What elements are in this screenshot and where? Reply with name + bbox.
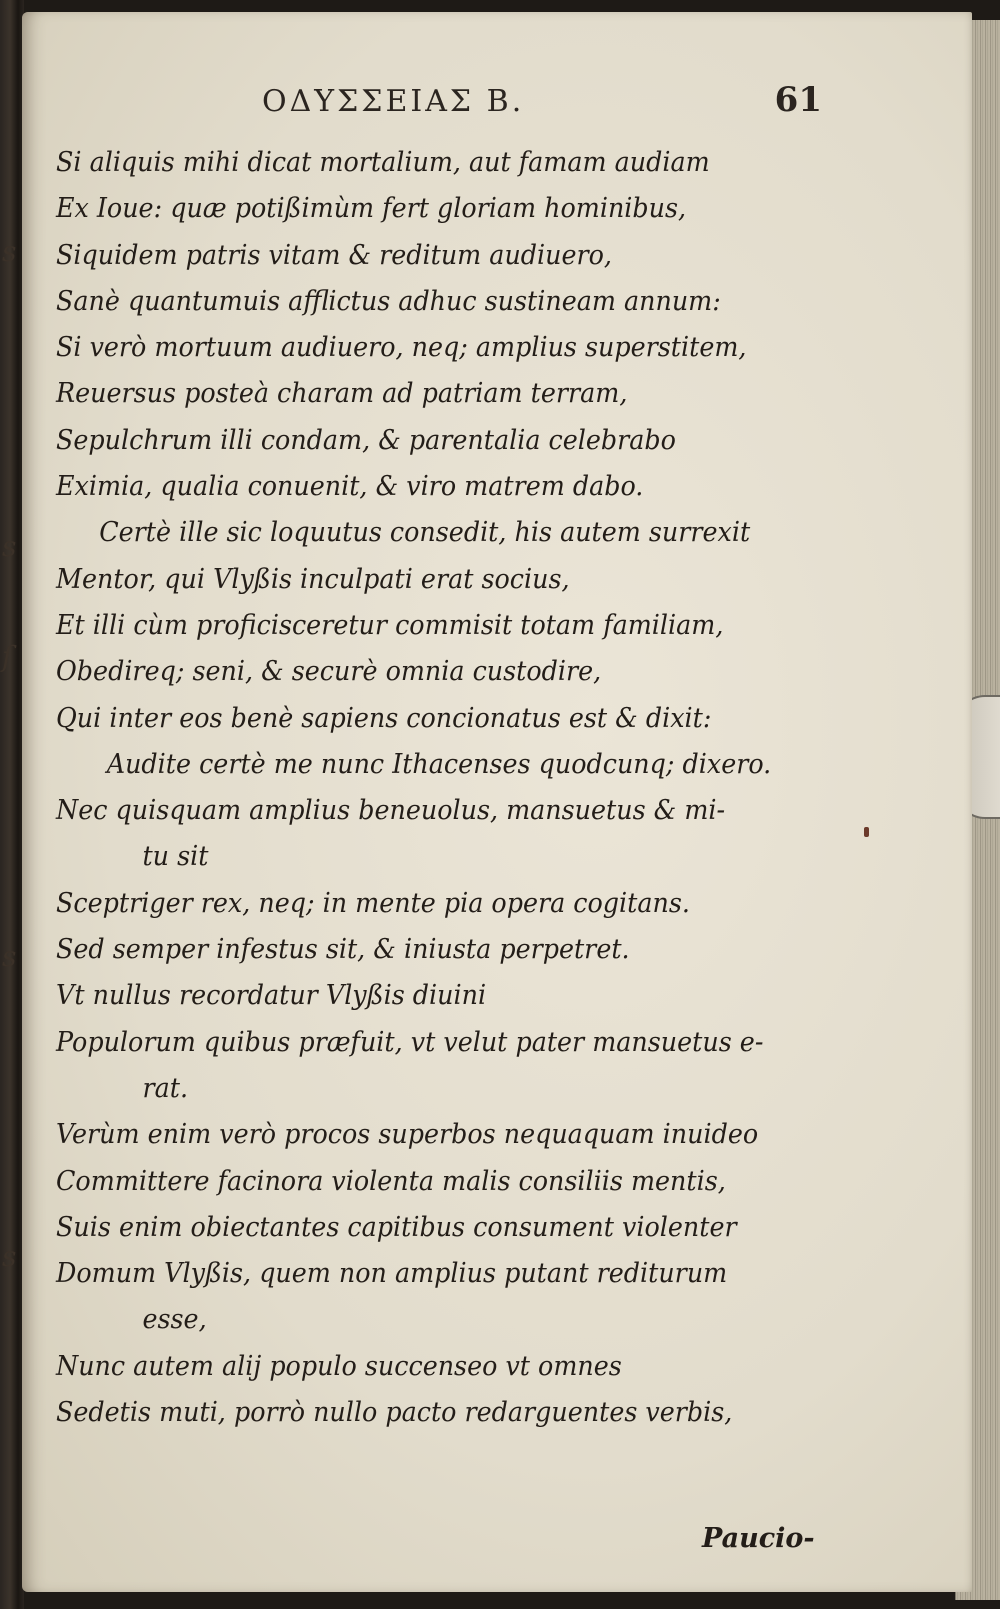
verse-line: Ex Ioue: quæ potißimùm fert gloriam hominibus, bbox=[56, 193, 687, 225]
verse-block bbox=[56, 140, 808, 1436]
verse-line: Verùm enim verò procos superbos nequaquam inuideo bbox=[56, 1119, 759, 1151]
verse-line: Eximia, qualia conuenit, & viro matrem dabo. bbox=[56, 471, 644, 503]
verse-line: Suis enim obiectantes capitibus consument violenter bbox=[56, 1211, 737, 1243]
verse-line: Vt nullus recordatur Vlyßis diuini bbox=[56, 980, 487, 1012]
catchword: Paucio- bbox=[702, 1523, 815, 1554]
verse-line: Si verò mortuum audiuero, neq; amplius superstitem, bbox=[56, 332, 747, 364]
verse-line: Certè ille sic loquutus consedit, his autem surrexit bbox=[99, 517, 751, 549]
page-header bbox=[262, 80, 822, 124]
verse-line-turnover: tu sit bbox=[142, 841, 209, 873]
facing-page-edge: s s ſ s s bbox=[2, 235, 17, 1273]
page-number: 61 bbox=[774, 80, 822, 120]
verse-line: Sedetis muti, porrò nullo pacto redarguentes verbis, bbox=[56, 1397, 733, 1429]
verse-line: Qui inter eos benè sapiens concionatus est & dixit: bbox=[56, 702, 712, 734]
verse-line: Populorum quibus præfuit, vt velut pater mansuetus e- bbox=[56, 1026, 764, 1058]
verse-line: Nunc autem alij populo succenseo vt omnes bbox=[56, 1350, 622, 1382]
running-title: ΟΔΥΣΣΕΙΑΣ Β. bbox=[262, 84, 525, 119]
verse-line: Reuersus posteà charam ad patriam terram, bbox=[56, 378, 628, 410]
verse-line-turnover: rat. bbox=[142, 1072, 189, 1104]
verse-line: Nec quisquam amplius beneuolus, mansuetus & mi- bbox=[56, 795, 726, 827]
verse-line: Audite certè me nunc Ithacenses quodcunq; dixero. bbox=[106, 748, 772, 780]
verse-line: Committere facinora violenta malis consiliis mentis, bbox=[56, 1165, 726, 1197]
verse-line: Si aliquis mihi dicat mortalium, aut famam audiam bbox=[56, 147, 710, 178]
verse-line: Mentor, qui Vlyßis inculpati erat socius, bbox=[56, 563, 570, 595]
verse-line-turnover: esse, bbox=[142, 1304, 207, 1336]
verse-line: Siquidem patris vitam & reditum audiuero, bbox=[56, 239, 612, 271]
verse-line: Sanè quantumuis afflictus adhuc sustineam annum: bbox=[56, 285, 721, 317]
verse-line: Sepulchrum illi condam, & parentalia celebrabo bbox=[56, 424, 676, 456]
verse-line: Obedireq; seni, & securè omnia custodire, bbox=[56, 656, 602, 688]
verse-line: Et illi cùm proficisceretur commisit totam familiam, bbox=[56, 609, 724, 641]
verse-line: Domum Vlyßis, quem non amplius putant rediturum bbox=[56, 1258, 728, 1290]
verse-line: Sceptriger rex, neq; in mente pia opera cogitans. bbox=[56, 887, 690, 919]
verse-line: Sed semper infestus sit, & iniusta perpetret. bbox=[56, 934, 630, 966]
book-page bbox=[22, 12, 972, 1592]
ink-speck bbox=[864, 827, 869, 837]
